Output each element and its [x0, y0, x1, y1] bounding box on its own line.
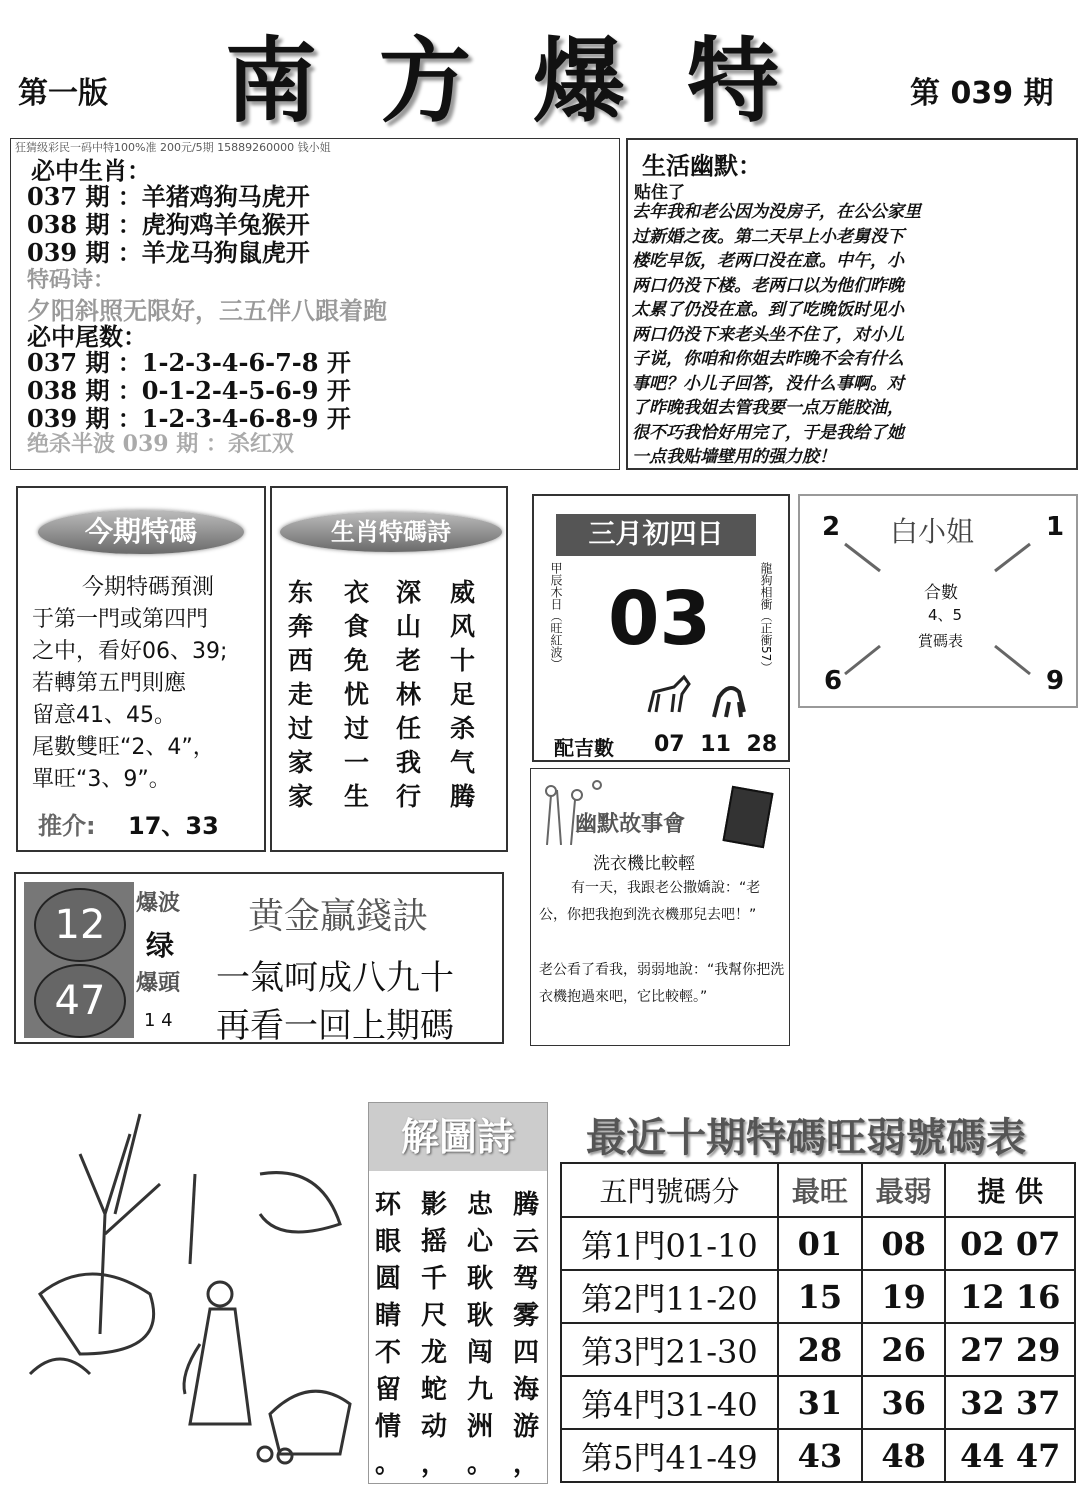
poem-char: 奔 — [288, 612, 314, 641]
jietu-char: 九 — [467, 1375, 494, 1405]
table-row — [561, 1270, 1075, 1323]
poem-char: 过 — [344, 714, 370, 743]
poem-char: 生 — [344, 782, 370, 811]
book-icon — [722, 786, 773, 848]
table-cell: 48 — [862, 1429, 946, 1482]
wave-line: 绝杀半波 039 期 ：杀红双 — [27, 431, 294, 457]
jietu-char: 龙 — [421, 1338, 448, 1368]
tema-line: 于第一門或第四門 — [32, 607, 209, 632]
poem-char: 过 — [288, 714, 314, 743]
zodiac-poem-col-4 — [450, 576, 475, 814]
zodiac-poem-col-3 — [396, 576, 421, 814]
gold-line-1: 一氣呵成八九十 — [216, 958, 454, 998]
story-box — [530, 768, 790, 1046]
jietu-char: 。 — [467, 1449, 494, 1479]
table-cell: 36 — [862, 1376, 946, 1429]
page-title: 南方爆特 — [225, 27, 842, 135]
jietu-char: 耿 — [467, 1264, 494, 1294]
recommend-label: 推介: — [38, 812, 96, 840]
table-cell: 第3門21-30 — [561, 1323, 778, 1376]
table-cell: 31 — [778, 1376, 862, 1429]
jietu-char: 眼 — [375, 1227, 402, 1257]
prediction-box — [10, 138, 620, 470]
jietu-col-3 — [467, 1187, 493, 1483]
humor-line: 了昨晚我姐去管我要一点万能胶油， — [632, 398, 904, 418]
tema-line: 留意41、45。 — [32, 703, 176, 728]
table-header: 五門號碼分 — [561, 1163, 778, 1217]
table-cell: 44 47 — [945, 1429, 1075, 1482]
zodiac-row-039: 039 期 ：羊龙马狗鼠虎开 — [27, 238, 310, 267]
jietu-char: 洲 — [467, 1412, 494, 1442]
poem-char: 免 — [344, 646, 370, 675]
story-paragraph-1: 有一天，我跟老公撒嬌說：“老公，你把我抱到洗衣機那兒去吧！” — [539, 880, 761, 923]
table-cell: 19 — [862, 1270, 946, 1323]
jietu-char: 。 — [375, 1449, 402, 1479]
calendar-box — [532, 494, 790, 762]
story-title: 幽默故事會 — [575, 812, 686, 837]
gold-ball-1: 12 — [34, 888, 126, 962]
poem-char: 老 — [396, 646, 422, 675]
jietu-char: 睛 — [375, 1301, 402, 1331]
poem-char: 东 — [288, 578, 314, 607]
gold-ball-2: 47 — [34, 964, 126, 1038]
table-title: 最近十期特碼旺弱號碼表 — [586, 1115, 1026, 1161]
jietu-char: 闯 — [467, 1338, 494, 1368]
tema-line: 今期特碼預測 — [82, 575, 215, 600]
table-cell: 第5門41-49 — [561, 1429, 778, 1482]
gold-box — [14, 872, 504, 1044]
tail-row-038: 038 期 ：0-1-2-4-5-6-9 开 — [27, 376, 351, 405]
poem-char: 威 — [450, 578, 476, 607]
zodiac-title: 必中生肖： — [31, 156, 151, 185]
tail-title: 必中尾数： — [27, 322, 147, 351]
calendar-left-vertical: 甲辰木日（旺紅波） — [549, 562, 563, 670]
zodiac-row-037: 037 期 ：羊猪鸡狗马虎开 — [27, 182, 310, 211]
jietu-char: 环 — [375, 1190, 402, 1220]
humor-line: 事吧？小儿子回答，没什么事啊。对 — [632, 373, 904, 394]
bai-sum-value: 4、5 — [928, 606, 963, 624]
poem-char: 忧 — [344, 680, 370, 709]
jietu-char: 千 — [421, 1264, 448, 1294]
story-subtitle: 洗衣機比較輕 — [593, 854, 695, 874]
jietu-char: 腾 — [513, 1190, 540, 1220]
table-header: 最弱 — [862, 1163, 946, 1217]
table-cell: 15 — [778, 1270, 862, 1323]
humor-line: 过新婚之夜。第二天早上小老舅没下 — [632, 226, 904, 247]
jietu-char: 不 — [375, 1338, 402, 1368]
jietu-char: ， — [513, 1449, 540, 1479]
lucky-numbers: 07 11 28 — [654, 732, 778, 757]
humor-line: 子说，你咱和你姐去昨晚不会有什么 — [632, 349, 904, 369]
poem-char: 西 — [288, 646, 314, 675]
humor-line: 楼吃早饭，老两口没在意。中午，小 — [632, 251, 904, 271]
poem-line: 夕阳斜照无限好，三五伴八跟着跑 — [27, 296, 387, 325]
poem-char: 衣 — [344, 578, 370, 607]
lucky-label: 配吉數 — [554, 736, 614, 760]
humor-subtitle: 贴住了 — [634, 183, 685, 203]
jietu-char: 心 — [467, 1227, 494, 1257]
jietu-char: 雾 — [513, 1301, 540, 1331]
jietu-char: 圆 — [375, 1264, 402, 1294]
calendar-day: 03 — [608, 576, 711, 662]
jietu-title: 解圖詩 — [369, 1103, 547, 1171]
poem-char: 十 — [450, 646, 476, 675]
table-cell: 28 — [778, 1323, 862, 1376]
bai-box — [798, 494, 1078, 708]
old-man-illustration — [20, 1094, 365, 1484]
zodiac-poem-col-2 — [344, 576, 369, 814]
tema-line: 若轉第五門則應 — [32, 671, 187, 696]
poem-char: 足 — [450, 680, 476, 709]
table-cell: 第1門01-10 — [561, 1217, 778, 1270]
tema-line: 之中，看好06、39; — [32, 639, 228, 664]
table-row — [561, 1217, 1075, 1270]
poem-char: 我 — [396, 748, 422, 777]
jietu-col-4 — [513, 1187, 539, 1483]
humor-box — [626, 138, 1078, 470]
jietu-char: 蛇 — [421, 1375, 448, 1405]
zodiac-row-038: 038 期 ：虎狗鸡羊兔猴开 — [27, 210, 310, 239]
poem-char: 林 — [396, 680, 422, 709]
humor-line: 两口仍没下来老头坐不住了，对小儿 — [632, 324, 904, 345]
table-cell: 01 — [778, 1217, 862, 1270]
bai-sum-note: 賞碼表 — [918, 632, 964, 650]
table-row — [561, 1429, 1075, 1482]
table-cell: 08 — [862, 1217, 946, 1270]
table-cell: 43 — [778, 1429, 862, 1482]
humor-line: 很不巧我恰好用完了，于是我给了她 — [632, 422, 904, 443]
poem-char: 气 — [450, 748, 476, 777]
recommend-value: 17、33 — [128, 812, 219, 840]
jietu-char: 情 — [375, 1412, 402, 1442]
jietu-char: 忠 — [467, 1190, 494, 1220]
story-paragraph-2: 老公看了看我，弱弱地說：“我幫你把洗衣機抱過來吧，它比較輕。” — [539, 962, 785, 1005]
banner-text: 狂猜级彩民一码中特100%准 200元/5期 15889260000 钱小姐 — [15, 141, 331, 154]
poem-char: 食 — [344, 612, 370, 641]
tema-line: 尾數雙旺“2、4”， — [32, 735, 215, 760]
tema-box — [16, 486, 266, 852]
bai-title: 白小姐 — [890, 515, 975, 548]
table-row — [561, 1323, 1075, 1376]
bai-number-bottom-right: 9 — [1046, 666, 1065, 696]
wave-value: 绿 — [146, 929, 175, 962]
wave-label: 爆波 — [136, 891, 181, 916]
table-header: 最旺 — [778, 1163, 862, 1217]
jietu-char: 游 — [513, 1412, 540, 1442]
zodiac-poem-col-1 — [288, 576, 313, 814]
poem-char: 深 — [396, 578, 422, 607]
bai-number-top-left: 2 — [822, 512, 841, 542]
gold-line-2: 再看一回上期碼 — [216, 1006, 454, 1046]
humor-lines — [632, 200, 1076, 470]
issue-number: 第 039 期 — [910, 76, 1054, 111]
jietu-box — [368, 1102, 548, 1484]
lunar-date: 三月初四日 — [556, 514, 756, 556]
poem-char: 家 — [288, 782, 314, 811]
jietu-char: 驾 — [513, 1264, 540, 1294]
humor-line: 太累了仍没在意。到了吃晚饭时见小 — [632, 300, 904, 320]
table-cell: 27 29 — [945, 1323, 1075, 1376]
table-cell: 第2門11-20 — [561, 1270, 778, 1323]
calendar-right-vertical: 龍狗相衝（正衝57） — [759, 562, 773, 674]
zodiac-poem-box — [270, 486, 508, 852]
jietu-char: ， — [421, 1449, 448, 1479]
table-row — [561, 1376, 1075, 1429]
poem-char: 风 — [450, 612, 476, 641]
poem-char: 一 — [344, 748, 370, 777]
tail-row-039: 039 期 ：1-2-3-4-6-8-9 开 — [27, 404, 351, 433]
tema-title: 今期特碼 — [38, 510, 244, 554]
poem-title: 特码诗： — [27, 267, 116, 293]
jietu-char: 动 — [421, 1412, 448, 1442]
poem-char: 杀 — [450, 714, 476, 743]
jietu-char: 耿 — [467, 1301, 494, 1331]
tema-line: 單旺“3、9”。 — [32, 767, 171, 792]
head-value: 1 4 — [144, 1010, 173, 1031]
edition-label: 第一版 — [18, 76, 108, 111]
poem-char: 任 — [396, 714, 422, 743]
poem-char: 走 — [288, 680, 314, 709]
poem-char: 山 — [396, 612, 422, 641]
bai-number-bottom-left: 6 — [824, 666, 843, 696]
table-cell: 26 — [862, 1323, 946, 1376]
jietu-char: 尺 — [421, 1301, 448, 1331]
jietu-char: 留 — [375, 1375, 402, 1405]
table-header: 提 供 — [945, 1163, 1075, 1217]
table-header-row — [561, 1163, 1075, 1217]
humor-line: 去年我和老公因为没房子，在公公家里 — [632, 202, 921, 222]
gold-title: 黄金贏錢訣 — [248, 896, 429, 937]
poem-char: 行 — [396, 782, 422, 811]
table-cell: 02 07 — [945, 1217, 1075, 1270]
jietu-char: 海 — [513, 1375, 540, 1405]
head-label: 爆頭 — [136, 971, 181, 996]
number-table — [560, 1162, 1076, 1483]
tema-lines — [32, 572, 266, 796]
jietu-col-2 — [421, 1187, 447, 1483]
jietu-char: 摇 — [421, 1227, 448, 1257]
poem-char: 腾 — [450, 782, 476, 811]
horse-monkey-icon — [644, 672, 754, 722]
jietu-char: 影 — [421, 1190, 448, 1220]
table-cell: 第4門31-40 — [561, 1376, 778, 1429]
jietu-col-1 — [375, 1187, 401, 1483]
bai-number-top-right: 1 — [1046, 512, 1065, 542]
humor-line: 一点我贴墙壁用的强力胶！ — [632, 447, 836, 467]
zodiac-poem-title: 生肖特碼詩 — [280, 512, 502, 552]
table-cell: 32 37 — [945, 1376, 1075, 1429]
humor-title: 生活幽默： — [642, 151, 762, 180]
humor-line: 两口仍没下楼。老两口以为他们昨晚 — [632, 275, 904, 296]
poem-char: 家 — [288, 748, 314, 777]
bai-sum-label: 合數 — [924, 583, 958, 603]
tail-row-037: 037 期 ：1-2-3-4-6-7-8 开 — [27, 348, 351, 377]
jietu-char: 四 — [513, 1338, 540, 1368]
table-cell: 12 16 — [945, 1270, 1075, 1323]
jietu-char: 云 — [513, 1227, 540, 1257]
arrows-icon — [800, 496, 1080, 710]
